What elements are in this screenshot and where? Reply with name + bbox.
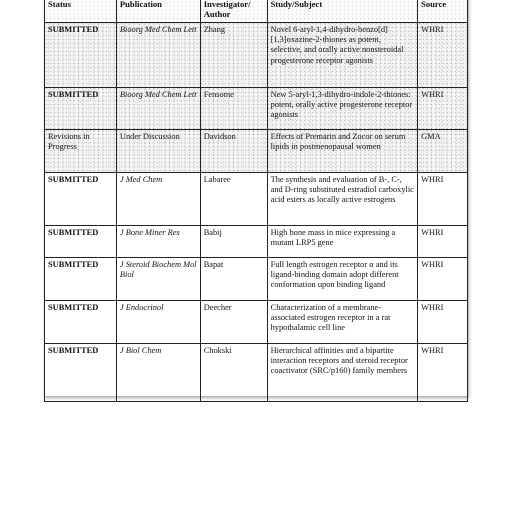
status-cell: SUBMITTED bbox=[45, 172, 117, 225]
source-cell: WHRI bbox=[418, 22, 468, 87]
investigator-cell: Davidson bbox=[200, 129, 267, 172]
table-row bbox=[45, 225, 468, 257]
investigator-cell: Chokski bbox=[200, 343, 267, 401]
source-cell: WHRI bbox=[418, 257, 468, 300]
source-cell: GMA bbox=[418, 129, 468, 172]
investigator-cell: Deecher bbox=[200, 300, 267, 343]
source-cell: WHRI bbox=[418, 300, 468, 343]
publication-cell: Bioorg Med Chem Lett bbox=[116, 22, 200, 87]
status-cell: Revisions in Progress bbox=[45, 129, 117, 172]
study-cell: Full length estrogen receptor α and its ligand-binding domain adopt different conformation upon binding ligand bbox=[267, 257, 417, 300]
table-row bbox=[45, 87, 468, 129]
table-row bbox=[45, 300, 468, 343]
investigator-cell: Zhang bbox=[200, 22, 267, 87]
publication-cell: Bioorg Med Chem Lett bbox=[116, 87, 200, 129]
publication-cell: J Bone Miner Res bbox=[116, 225, 200, 257]
document-page bbox=[44, 0, 468, 396]
status-cell: SUBMITTED bbox=[45, 225, 117, 257]
investigator-cell: Babij bbox=[200, 225, 267, 257]
table-row bbox=[45, 343, 468, 401]
study-cell: Characterization of a membrane-associated estrogen receptor in a rat hypothalamic cell line bbox=[267, 300, 417, 343]
header-study: Study/Subject bbox=[267, 0, 417, 22]
header-investigator: Investigator/ Author bbox=[200, 0, 267, 22]
source-cell: WHRI bbox=[418, 172, 468, 225]
publication-cell: J Med Chem bbox=[116, 172, 200, 225]
publications-table bbox=[44, 0, 468, 402]
table-row bbox=[45, 172, 468, 225]
header-source: Source bbox=[418, 0, 468, 22]
publication-cell: J Endocrinol bbox=[116, 300, 200, 343]
status-cell: SUBMITTED bbox=[45, 22, 117, 87]
source-cell: WHRI bbox=[418, 343, 468, 401]
status-cell: SUBMITTED bbox=[45, 87, 117, 129]
publication-cell: J Steroid Biochem Mol Biol bbox=[116, 257, 200, 300]
header-status: Status bbox=[45, 0, 117, 22]
investigator-cell: Fensome bbox=[200, 87, 267, 129]
status-cell: SUBMITTED bbox=[45, 257, 117, 300]
table-row bbox=[45, 129, 468, 172]
publication-cell: Under Discussion bbox=[116, 129, 200, 172]
investigator-cell: Bapat bbox=[200, 257, 267, 300]
header-publication: Publication bbox=[116, 0, 200, 22]
source-cell: WHRI bbox=[418, 87, 468, 129]
status-cell: SUBMITTED bbox=[45, 300, 117, 343]
source-cell: WHRI bbox=[418, 225, 468, 257]
study-cell: Novel 6-aryl-1,4-dihydro-benzo[d][1,3]oxazine-2-thiones as potent, selective, and orally active nonsteroidal progesterone receptor agonists bbox=[267, 22, 417, 87]
study-cell: New 5-aryl-1,3-dihydro-indole-2-thiones: potent, orally active progesterone receptor agonists bbox=[267, 87, 417, 129]
study-cell: The synthesis and evaluation of B-, C-, and D-ring substituted estradiol carboxylic acid esters as locally active estrogens bbox=[267, 172, 417, 225]
study-cell: High bone mass in mice expressing a mutant LRP5 gene bbox=[267, 225, 417, 257]
status-cell: SUBMITTED bbox=[45, 343, 117, 401]
study-cell: Hierarchical affinities and a bipartite interaction receptors and steroid receptor coactivator (SRC/p160) family members bbox=[267, 343, 417, 401]
table-row bbox=[45, 22, 468, 87]
table-row bbox=[45, 257, 468, 300]
table-header-row bbox=[45, 0, 468, 22]
study-cell: Effects of Premarin and Zocor on serum lipids in postmenopausal women bbox=[267, 129, 417, 172]
publication-cell: J Biol Chem bbox=[116, 343, 200, 401]
investigator-cell: Labaree bbox=[200, 172, 267, 225]
